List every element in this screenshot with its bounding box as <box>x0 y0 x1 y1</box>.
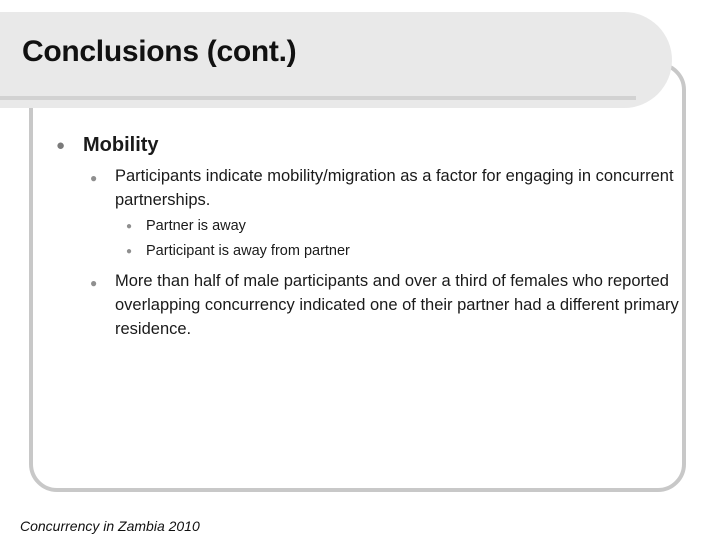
footer-text: Concurrency in Zambia 2010 <box>20 518 200 534</box>
heading-mobility: Mobility <box>83 134 159 156</box>
bullet-icon: ● <box>90 276 98 290</box>
bullet-icon: ● <box>56 137 66 154</box>
point-mobility-factor: Participants indicate mobility/migration as a factor for engaging in concurrent partnerships. <box>115 167 674 209</box>
slide-title: Conclusions (cont.) <box>22 35 297 68</box>
sub-point-participant-away: Participant is away from partner <box>146 243 350 259</box>
sub-point-partner-away: Partner is away <box>146 218 246 234</box>
bullet-icon: ● <box>126 246 133 257</box>
point-residence: More than half of male participants and over a third of females who reported overlapping concurrency indicated one of their partner had a different primary residence. <box>115 272 679 338</box>
bullet-icon: ● <box>126 221 133 232</box>
bullet-icon: ● <box>90 171 98 185</box>
title-underline <box>0 96 636 100</box>
